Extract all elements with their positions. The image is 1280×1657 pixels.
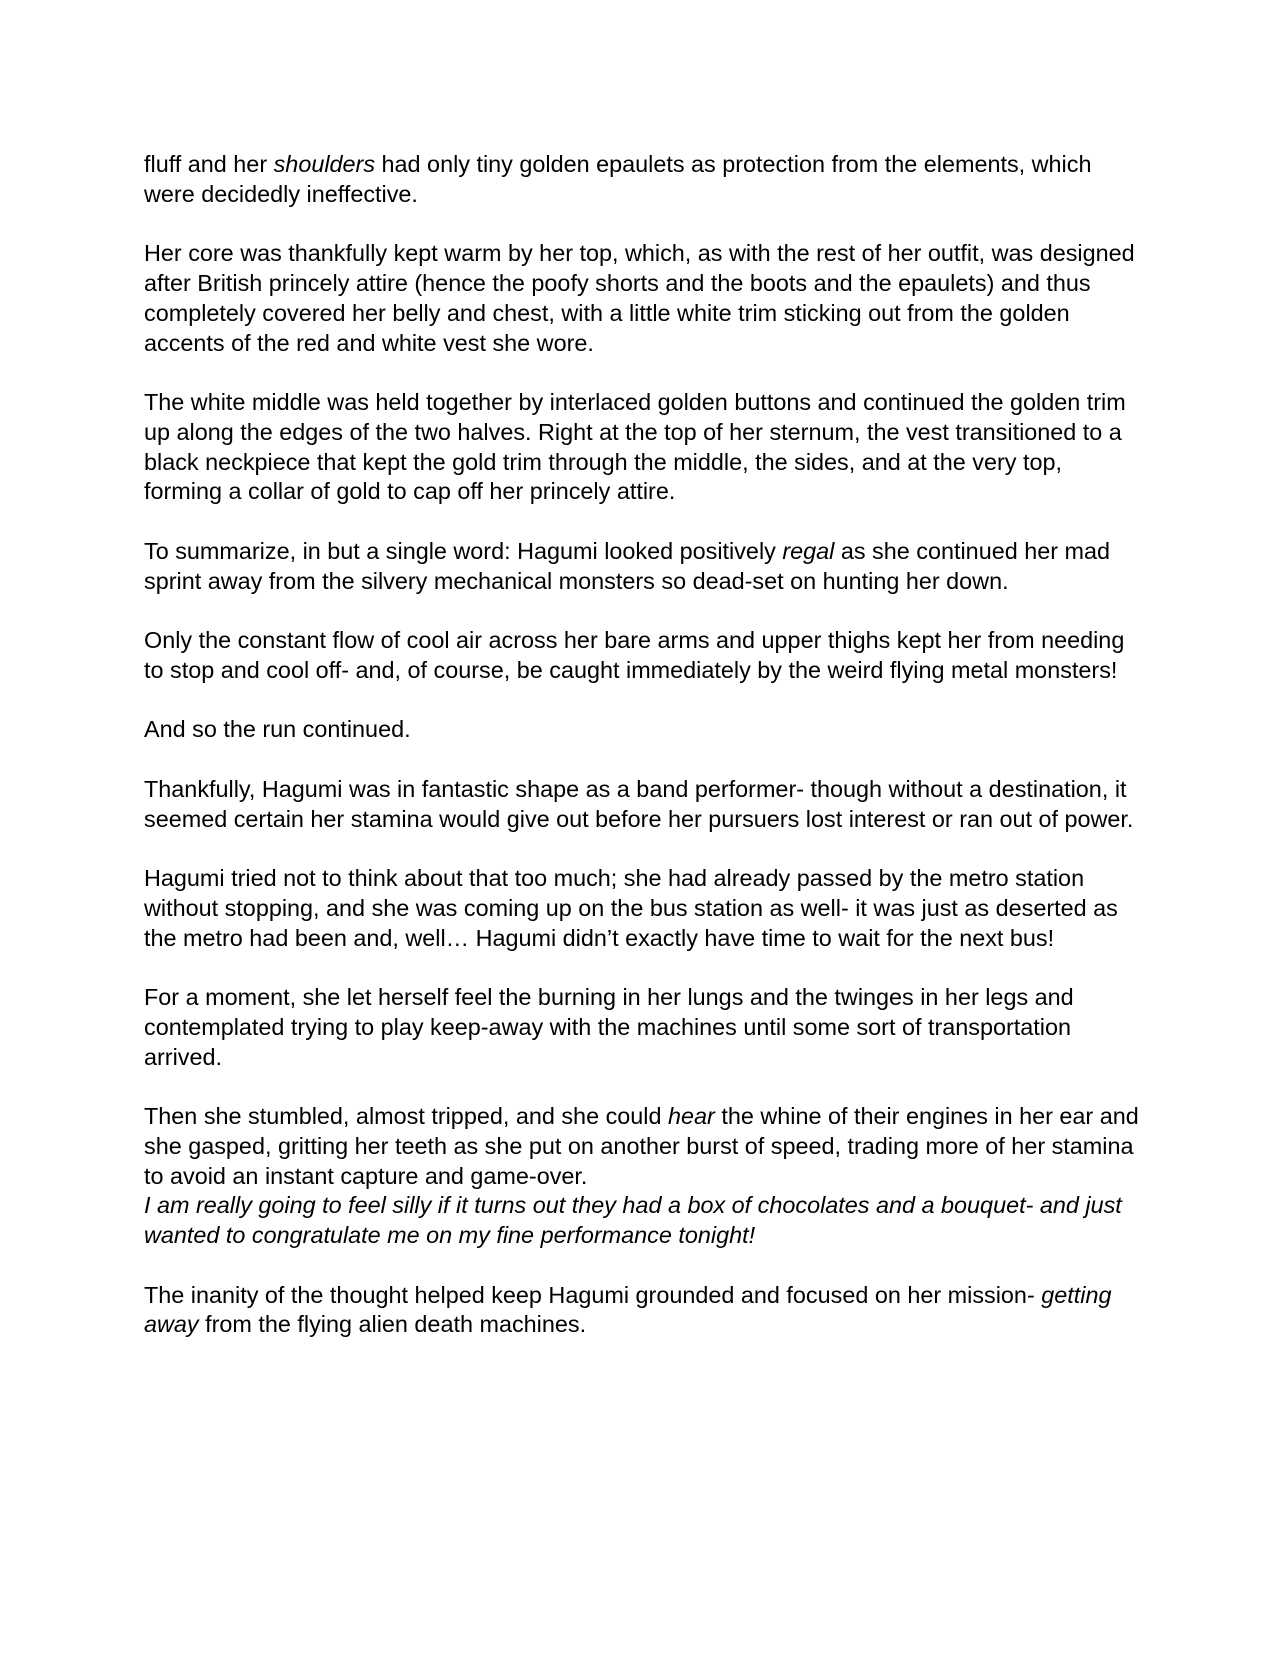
paragraph — [144, 626, 1144, 686]
text-run: To summarize, in but a single word: Hagumi looked positively — [144, 537, 783, 564]
paragraph — [144, 1102, 1144, 1191]
document-body — [144, 150, 1144, 1370]
text-run: had only tiny golden epaulets as protection from the elements, which were decidedly ineffective. — [144, 151, 1092, 207]
text-run: The inanity of the thought helped keep Hagumi grounded and focused on her mission- — [144, 1281, 1042, 1308]
text-run: Only the constant flow of cool air across her bare arms and upper thighs kept her from needing to stop and cool off- and, of course, be caught immediately by the weird flying metal monsters! — [144, 627, 1125, 683]
text-run: Thankfully, Hagumi was in fantastic shape as a band performer- though without a destination, it seemed certain her stamina would give out before her pursuers lost interest or ran out of power. — [144, 775, 1134, 832]
text-run: The white middle was held together by interlaced golden buttons and continued the golden trim up along the edges of the two halves. Right at the top of her sternum, the vest transitioned to a black neckpiece that kept the gold trim through the middle, the sides, and at the very top, forming a collar of gold to cap off her princely attire. — [144, 389, 1126, 505]
text-run-italic: shoulders — [273, 151, 376, 177]
text-run: as she continued her mad sprint away from the silvery mechanical monsters so dead-set on hunting her down. — [144, 537, 1111, 594]
text-run: Hagumi tried not to think about that too much; she had already passed by the metro station without stopping, and she was coming up on the bus station as well- it was just as deserted as the metro had been and, well… Hagumi didn’t exactly have time to wait for the next bus! — [144, 865, 1118, 951]
text-run: For a moment, she let herself feel the burning in her lungs and the twinges in her legs and contemplated trying to play keep-away with the machines until some sort of transportation arrived. — [144, 984, 1074, 1070]
paragraph — [144, 715, 1144, 745]
paragraph — [144, 239, 1144, 358]
paragraph — [144, 1281, 1144, 1341]
paragraph — [144, 775, 1144, 835]
text-run-italic: hear — [668, 1103, 715, 1129]
text-run-italic: I am really going to feel silly if it turns out they had a box of chocolates and a bouquet- and just wanted to congratulate me on my fine performance tonight! — [144, 1192, 1122, 1248]
text-run-italic: regal — [782, 537, 835, 564]
paragraph — [144, 983, 1144, 1072]
text-run-italic: getting away — [144, 1281, 1112, 1338]
paragraph — [144, 537, 1144, 597]
text-run: from the flying alien death machines. — [198, 1311, 587, 1338]
paragraph — [144, 388, 1144, 507]
text-run: fluff and her — [144, 151, 274, 177]
paragraph — [144, 864, 1144, 953]
text-run: Then she stumbled, almost tripped, and she could — [144, 1103, 668, 1129]
text-run: Her core was thankfully kept warm by her top, which, as with the rest of her outfit, was designed after British princely attire (hence the poofy shorts and the boots and the epaulets) and thus completely covered her belly and chest, with a little white trim sticking out from the golden accents of the red and white vest she wore. — [144, 240, 1135, 356]
paragraph — [144, 150, 1144, 210]
text-run: the whine of their engines in her ear and she gasped, gritting her teeth as she put on another burst of speed, trading more of her stamina to avoid an instant capture and game-over. — [144, 1103, 1139, 1189]
paragraph — [144, 1191, 1144, 1251]
text-run: And so the run continued. — [144, 716, 411, 743]
